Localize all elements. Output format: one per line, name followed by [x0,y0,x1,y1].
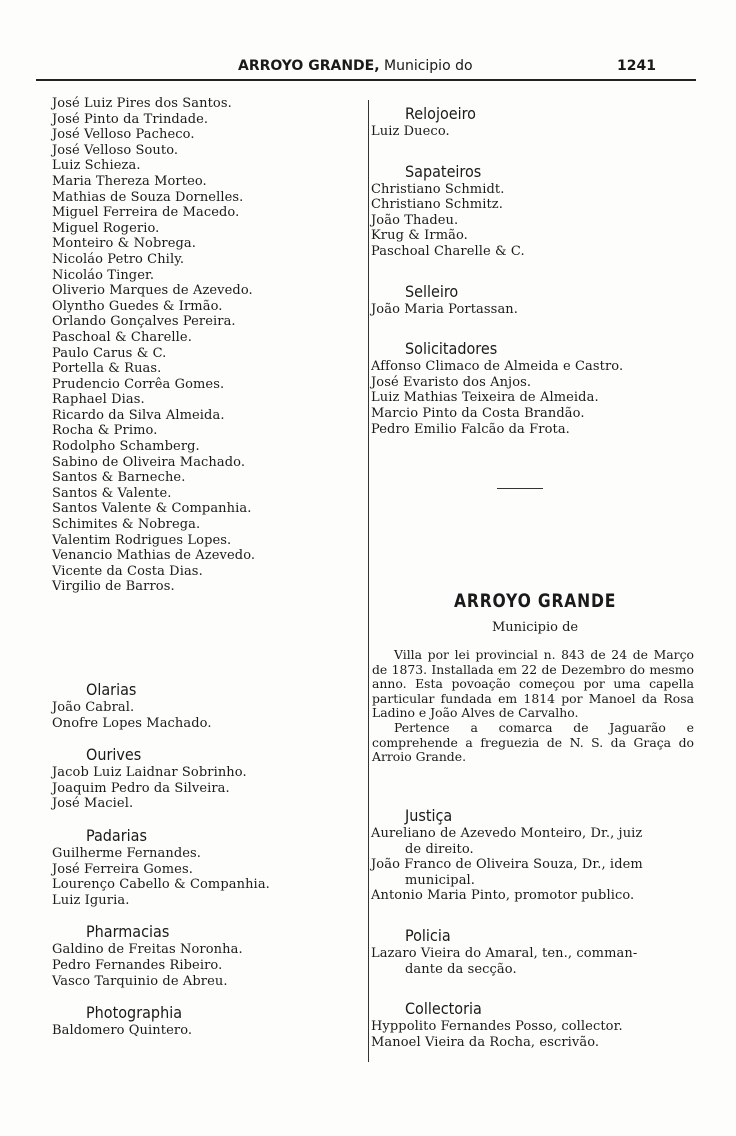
list-item: dante da secção. [405,961,517,977]
list-item: Paschoal Charelle & C. [371,243,525,259]
list-item: José Ferreira Gomes. [52,861,193,877]
list-item: José Pinto da Trindade. [52,111,209,127]
list-item: Nicoláo Tinger. [52,267,155,283]
list-item: de direito. [405,841,474,857]
list-item: Raphael Dias. [52,392,145,408]
list-item: Santos & Barneche. [52,470,186,486]
section-heading: Solicitadores [405,339,498,359]
section-heading: Relojoeiro [405,104,476,123]
section-heading: Olarias [86,680,137,699]
list-item: João Maria Portassan. [371,301,518,317]
list-item: João Thadeu. [371,212,459,228]
list-item: Sabino de Oliveira Machado. [52,454,246,470]
right-sections-bottom [371,806,643,1050]
list-item: Luiz Dueco. [371,124,450,139]
municipality-title: ARROYO GRANDE [454,590,617,612]
municipality-subtitle: Municipio de [492,620,579,635]
header-rule [36,79,696,81]
list-item: João Cabral. [52,700,135,715]
list-item: Schimites & Nobrega. [52,517,201,533]
list-item: Oliverio Marques de Azevedo. [52,283,253,299]
list-item: Affonso Climaco de Almeida e Castro. [371,359,624,375]
list-item: Prudencio Corrêa Gomes. [52,376,225,392]
list-item: Rodolpho Schamberg. [52,439,200,455]
list-item: Antonio Maria Pinto, promotor publico. [371,888,635,904]
section-heading: Policia [405,925,451,945]
list-item: Orlando Gonçalves Pereira. [52,314,236,330]
list-item: Rocha & Primo. [52,423,158,439]
list-item: Pedro Emilio Falcão da Frota. [371,421,570,437]
list-item: Baldomero Quintero. [52,1023,193,1039]
list-item: Virgilio de Barros. [52,579,175,595]
list-item: Pedro Fernandes Ribeiro. [52,957,223,973]
list-item: Monteiro & Nobrega. [52,236,196,252]
list-item: José Evaristo dos Anjos. [371,374,532,390]
left-sections [52,680,270,1039]
list-item: Paulo Carus & C. [52,345,167,361]
list-item: Nicoláo Petro Chily. [52,251,185,267]
column-divider [368,100,369,1062]
list-item: Portella & Ruas. [52,361,162,377]
list-item: Luiz Iguria. [52,892,130,908]
list-item: Luiz Schieza. [52,158,141,174]
list-item: Vasco Tarquinio de Abreu. [52,973,228,989]
list-item: Onofre Lopes Machado. [52,715,212,731]
list-item: José Velloso Pacheco. [52,127,195,143]
section-heading: Ourives [86,745,142,765]
list-item: Guilherme Fernandes. [52,845,202,861]
list-item: Christiano Schmidt. [371,181,505,197]
list-item: Lourenço Cabello & Companhia. [52,877,270,893]
list-item: João Franco de Oliveira Souza, Dr., idem [371,857,643,873]
section-heading: Selleiro [405,281,459,301]
section-heading: Photographia [86,1003,183,1023]
list-item: Galdino de Freitas Noronha. [52,942,243,958]
paragraph: Villa por lei provincial n. 843 de 24 de Março de 1873. Installada em 22 de Dezembro do mesmo anno. Esta povoação começou por uma capella particular fundada em 1814 por Manoel da Rosa Ladino e João Alves de Carvalho. [372,647,694,721]
list-item: Manoel Vieira da Rocha, escrivão. [371,1034,600,1050]
list-item: Maria Thereza Morteo. [52,173,207,189]
section-heading: Justiça [405,806,453,825]
list-item: Miguel Rogerio. [52,220,160,236]
running-header [0,58,736,78]
list-item: José Luiz Pires dos Santos. [52,96,232,111]
list-item: Joaquim Pedro da Silveira. [52,780,230,796]
list-item: Jacob Luiz Laidnar Sobrinho. [52,765,247,781]
left-name-list [52,96,255,595]
header-title: ARROYO GRANDE, Municipio do [238,58,473,74]
list-item: Miguel Ferreira de Macedo. [52,205,240,221]
list-item: Aureliano de Azevedo Monteiro, Dr., juiz [371,826,643,841]
section-heading: Pharmacias [86,922,170,942]
page-number: 1241 [617,58,656,74]
list-item: Santos Valente & Companhia. [52,501,252,517]
section-heading: Padarias [86,825,147,845]
list-item: Marcio Pinto da Costa Brandão. [371,405,585,421]
right-sections-top [371,104,623,437]
list-item: Luiz Mathias Teixeira de Almeida. [371,390,599,406]
list-item: Valentim Rodrigues Lopes. [52,532,232,548]
list-item: Christiano Schmitz. [371,197,503,213]
list-item: Hyppolito Fernandes Posso, collector. [371,1019,623,1035]
list-item: municipal. [405,872,476,888]
municipality-description [372,648,694,765]
list-item: Santos & Valente. [52,485,172,501]
list-item: José Velloso Souto. [52,142,179,158]
list-item: Vicente da Costa Dias. [52,563,203,579]
list-item: Lazaro Vieira do Amaral, ten., comman- [371,945,638,961]
list-item: Venancio Mathias de Azevedo. [52,548,256,564]
section-heading: Sapateiros [405,161,482,181]
list-item: Mathias de Souza Dornelles. [52,189,244,205]
list-item: Paschoal & Charelle. [52,329,192,345]
list-item: Krug & Irmão. [371,228,468,244]
section-separator [497,488,543,489]
section-heading: Collectoria [405,999,482,1019]
paragraph: Pertence a comarca de Jaguarão e comprehende a freguezia de N. S. da Graça do Arroio Grande. [372,719,694,765]
list-item: Olyntho Guedes & Irmão. [52,298,223,314]
list-item: José Maciel. [52,796,134,812]
list-item: Ricardo da Silva Almeida. [52,407,225,423]
